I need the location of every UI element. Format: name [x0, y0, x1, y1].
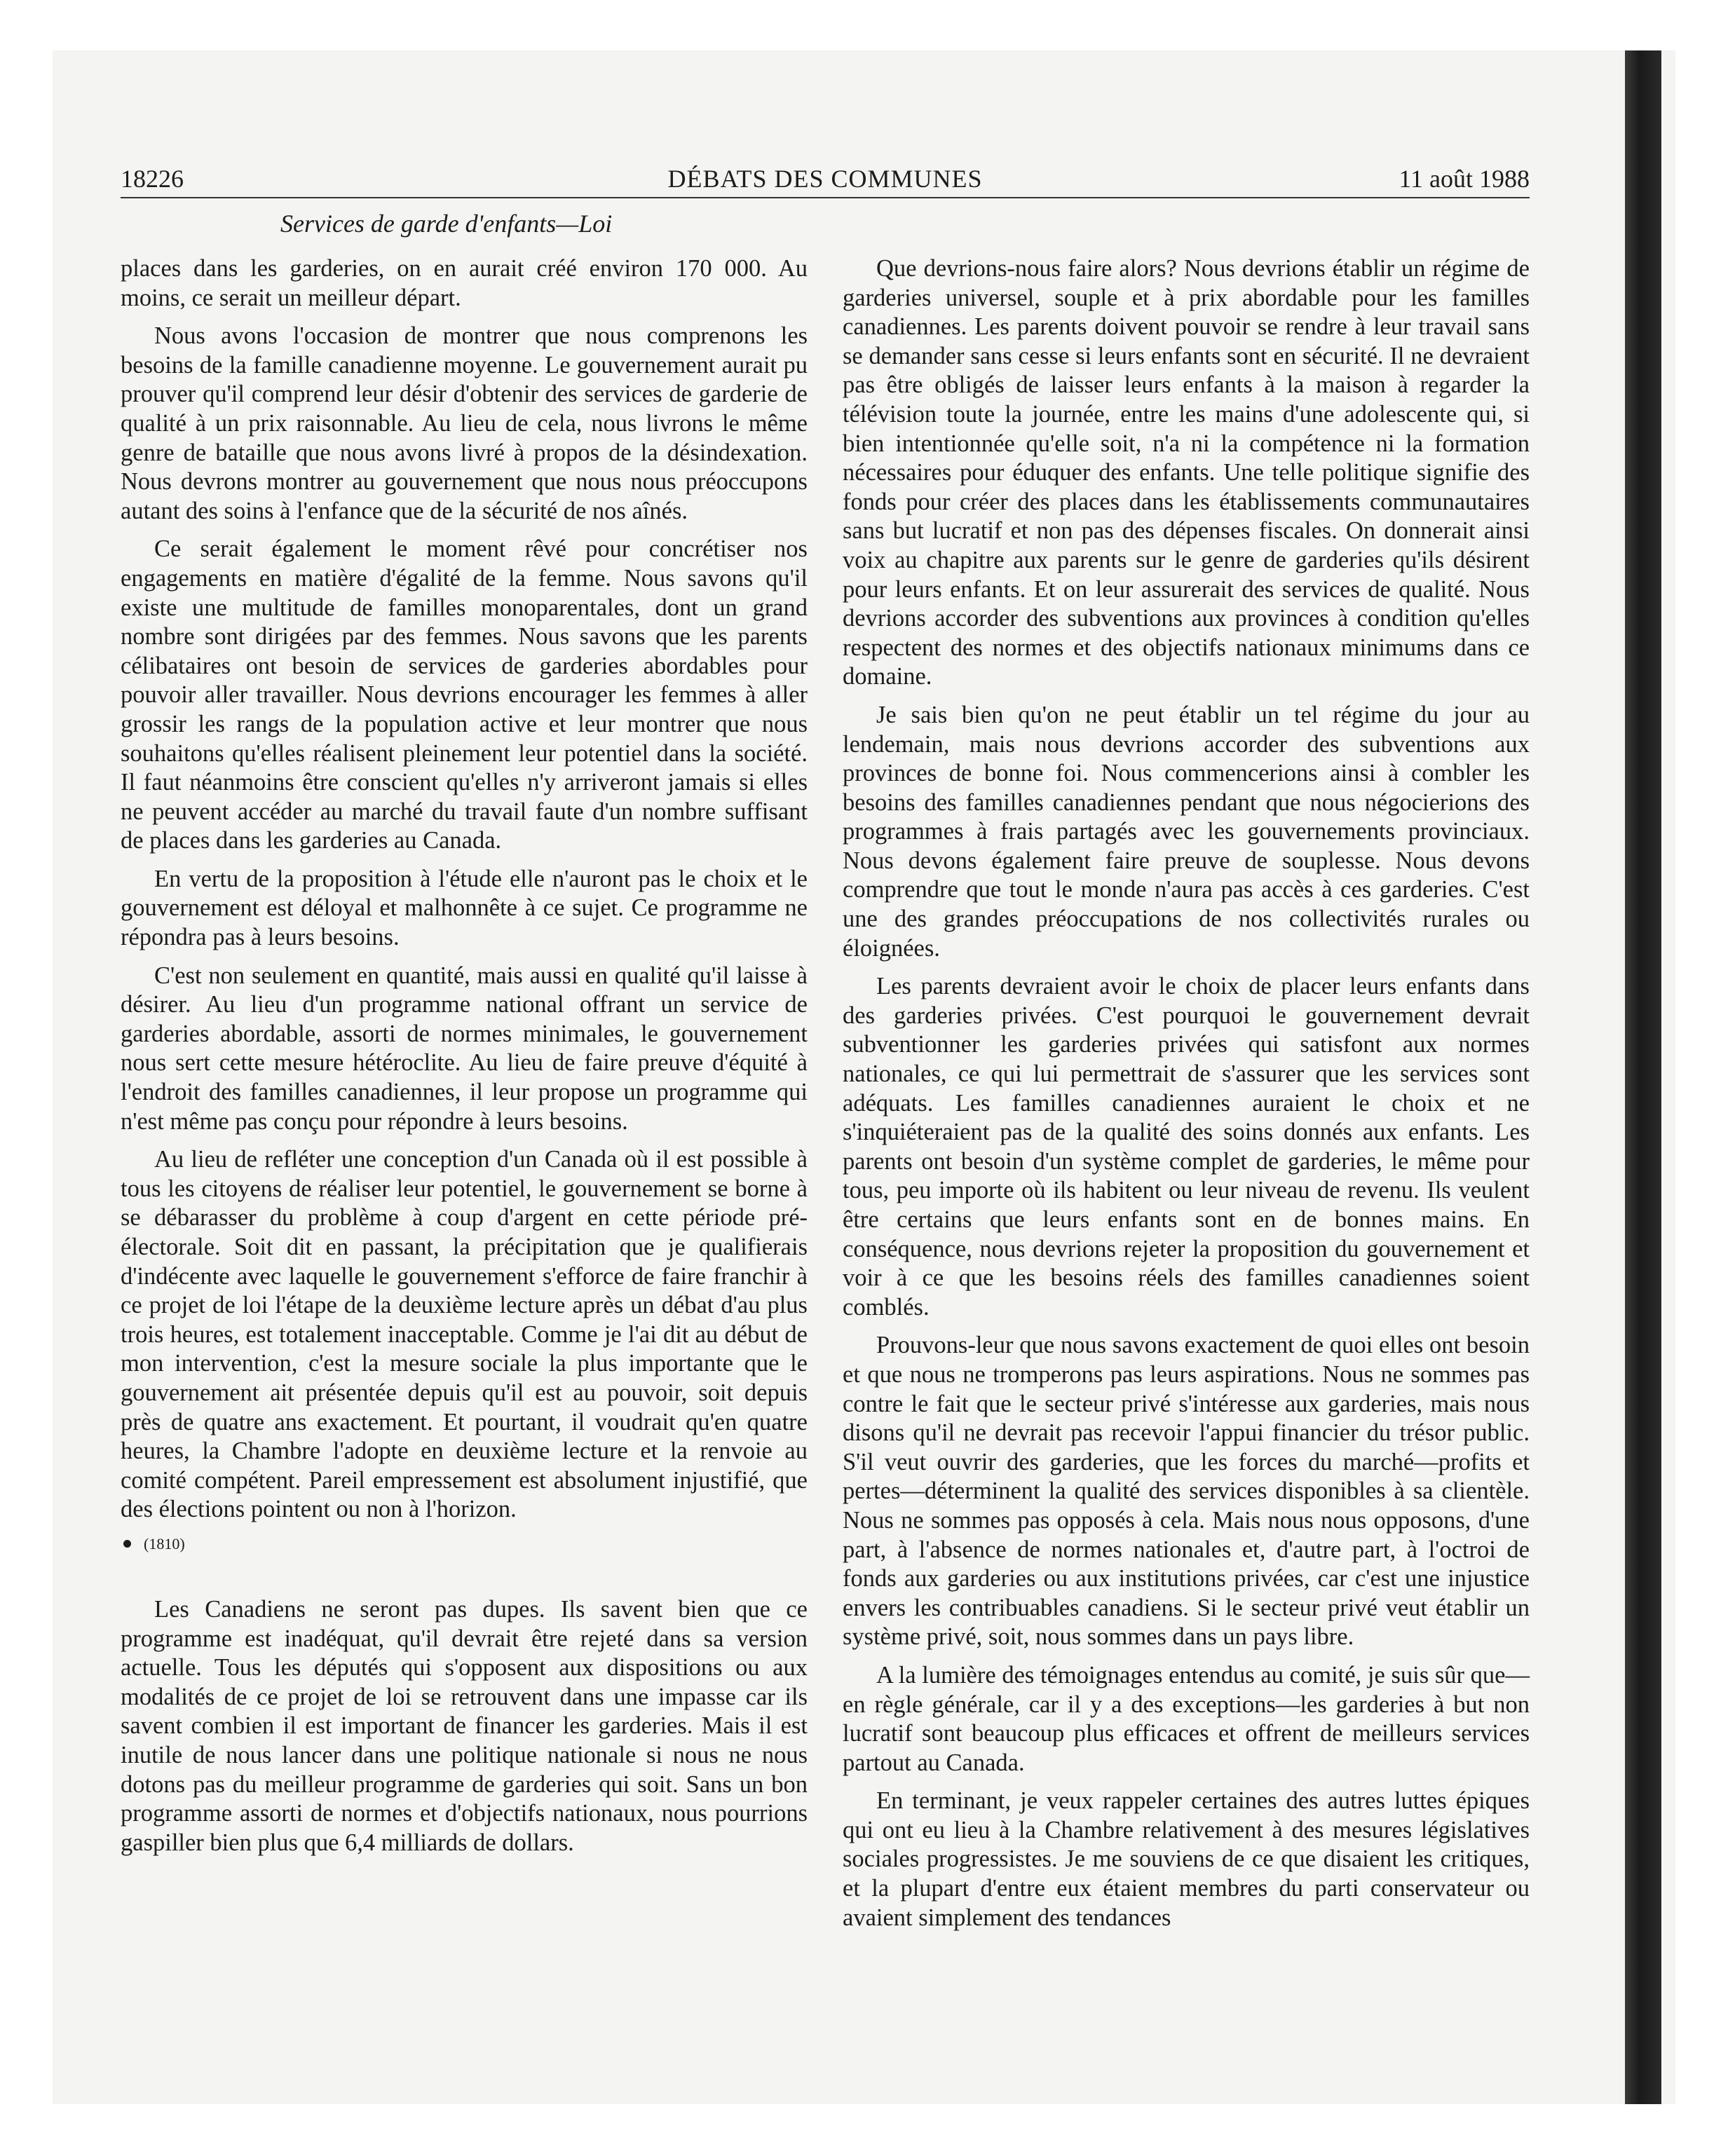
right-column [843, 254, 1530, 1942]
paragraph: Les parents devraient avoir le choix de placer leurs enfants dans des garderies privées. C'est pourquoi le gouvernement devrait subventionner les garderies privées qui satisfont aux normes nationales, ce qui lui permettrait de s'assurer que les services sont adéquats. Les familles canadiennes auraient le choix et ne s'inquiéteraient pas de la qualité des soins donnés aux enfants. Les parents ont besoin d'un système complet de garderies, le même pour tous, peu importe où ils habitent ou leur niveau de revenu. Ils veulent être certains que leurs enfants sont en de bonnes mains. En conséquence, nous devrions rejeter la proposition du gouvernement et voir à ce que les besoins réels des familles canadiennes soient comblés. [843, 973, 1530, 1321]
paragraph: Ce serait également le moment rêvé pour concrétiser nos engagements en matière d'égalité de la femme. Nous savons qu'il existe une multitude de familles monoparentales, dont un grand nombre sont dirigées par des femmes. Nous savons que les parents célibataires ont besoin de services de garderies abordables pour pouvoir aller travailler. Nous devrions encourager les femmes à aller grossir les rangs de la population active et leur montrer que nous souhaitons qu'elles réalisent pleinement leur potentiel dans la société. Il faut néanmoins être conscient qu'elles n'y arriveront jamais si elles ne peuvent accéder au marché du travail faute d'un nombre suffisant de places dans les garderies au Canada. [121, 535, 808, 854]
page-number: 18226 [121, 165, 184, 193]
paragraph: places dans les garderies, on en aurait créé environ 170 000. Au moins, ce serait un meilleur départ. [121, 255, 808, 311]
bullet-icon [123, 1540, 131, 1548]
paragraph: Au lieu de refléter une conception d'un Canada où il est possible à tous les citoyens de réaliser leur potentiel, le gouvernement se borne à se débarasser du problème à coup d'argent en cette période pré-électorale. Soit dit en passant, la précipitation que je qualifierais d'indécente avec laquelle le gouvernement s'efforce de faire franchir à ce projet de loi l'étape de la deuxième lecture après un débat d'au plus trois heures, est totalement inacceptable. Comme je l'ai dit au début de mon intervention, c'est la mesure sociale la plus importante que le gouvernement ait présentée depuis qu'il est au pouvoir, soit depuis près de quatre ans exactement. Et pourtant, il voudrait qu'en quatre heures, la Chambre l'adopte en deuxième lecture et la renvoie au comité compétent. Pareil empressement est absolument injustifié, que des élections pointent ou non à l'horizon. [121, 1146, 808, 1523]
scan-binding-edge [1625, 50, 1661, 2104]
issue-date: 11 août 1988 [1399, 165, 1530, 193]
section-title: Services de garde d'enfants—Loi [280, 210, 613, 238]
paragraph: Les Canadiens ne seront pas dupes. Ils savent bien que ce programme est inadéquat, qu'il devrait être rejeté dans sa version actuelle. Tous les députés qui s'opposent aux dispositions ou aux modalités de ce projet de loi se retrouvent dans une impasse car ils savent combien il est important de financer les garderies. Mais il est inutile de nous lancer dans une politique nationale si nous ne nous dotons pas du meilleur programme de garderies qui soit. Sans un bon programme assorti de normes et d'objectifs nationaux, nous pourrions gaspiller bien plus que 6,4 milliards de dollars. [121, 1595, 808, 1856]
paragraph: Nous avons l'occasion de montrer que nous comprenons les besoins de la famille canadienne moyenne. Le gouvernement aurait pu prouver qu'il comprend leur désir d'obtenir des services de garderie de qualité à un prix raisonnable. Au lieu de cela, nous livrons le même genre de bataille que nous avons livré à propos de la désindexation. Nous devrons montrer au gouvernement que nous nous préoccupons autant des soins à l'enfance que de la sécurité de nos aînés. [121, 322, 808, 524]
paragraph: C'est non seulement en quantité, mais aussi en qualité qu'il laisse à désirer. Au lieu d'un programme national offrant un service de garderies abordable, assorti de normes minimales, le gouvernement nous sert cette mesure hétéroclite. Au lieu de faire preuve d'équité à l'endroit des familles canadiennes, il leur propose un programme qui n'est même pas conçu pour répondre à leurs besoins. [121, 962, 808, 1135]
running-header [121, 163, 1530, 195]
journal-title: DÉBATS DES COMMUNES [667, 165, 983, 193]
paragraph: Prouvons-leur que nous savons exactement de quoi elles ont besoin et que nous ne tromperons pas leurs aspirations. Nous ne sommes pas contre le fait que le secteur privé s'intéresse aux garderies, mais nous disons qu'il ne devrait pas recevoir l'appui financier du trésor public. S'il veut ouvrir des garderies, que les forces du marché—profits et pertes—déterminent la qualité des services disponibles à sa clientèle. Nous ne sommes pas opposés à cela. Mais nous nous opposons, d'une part, à l'absence de normes nationales et, d'autre part, à l'octroi de fonds aux garderies ou aux institutions privées, car c'est une injustice envers les contribuables canadiens. Si le secteur privé veut établir un système privé, soit, nous sommes dans un pays libre. [843, 1332, 1530, 1651]
paragraph: Que devrions-nous faire alors? Nous devrions établir un régime de garderies universel, souple et à prix abordable pour les familles canadiennes. Les parents doivent pouvoir se rendre à leur travail sans se demander sans cesse si leurs enfants sont en sécurité. Il ne devraient pas être obligés de laisser leurs enfants à la maison à regarder la télévision toute la journée, entre les mains d'une adolescente qui, si bien intentionnée qu'elle soit, n'a ni la compétence ni la formation nécessaires pour éduquer des enfants. Une telle politique signifie des fonds pour créer des places dans les établissements communautaires sans but lucratif et non pas des dépenses fiscales. On donnerait ainsi voix au chapitre aux parents sur le genre de garderies qu'ils désirent pour leurs enfants. Et on leur assurerait des services de qualité. Nous devrions accorder des subventions aux provinces à condition qu'elles respectent des normes et des objectifs nationaux minimums dans ce domaine. [843, 255, 1530, 690]
time-marker [121, 1534, 808, 1555]
left-column [121, 254, 808, 1867]
paragraph: A la lumière des témoignages entendus au comité, je suis sûr que—en règle générale, car il y a des exceptions—les garderies à but non lucratif sont beaucoup plus efficaces et offrent de meilleurs services partout au Canada. [843, 1661, 1530, 1776]
paragraph: En vertu de la proposition à l'étude elle n'auront pas le choix et le gouvernement est déloyal et malhonnête à ce sujet. Ce programme ne répondra pas à leurs besoins. [121, 865, 808, 951]
time-marker-label: (1810) [144, 1534, 185, 1553]
paragraph: Je sais bien qu'on ne peut établir un tel régime du jour au lendemain, mais nous devrions accorder des subventions aux provinces de bonne foi. Nous commencerions ainsi à combler les besoins des familles canadiennes pendant que nous négocierions des programmes à frais partagés avec les gouvernements provinciaux. Nous devons également faire preuve de souplesse. Nous devons comprendre que tout le monde n'aura pas accès à ces garderies. C'est une des grandes préoccupations de nos collectivités rurales ou éloignées. [843, 701, 1530, 962]
header-rule [121, 197, 1530, 198]
paragraph: En terminant, je veux rappeler certaines des autres luttes épiques qui ont eu lieu à la Chambre relativement à des mesures législatives sociales progressistes. Je me souviens de ce que disaient les critiques, et la plupart d'entre eux étaient membres du parti conservateur ou avaient simplement des tendances [843, 1787, 1530, 1931]
